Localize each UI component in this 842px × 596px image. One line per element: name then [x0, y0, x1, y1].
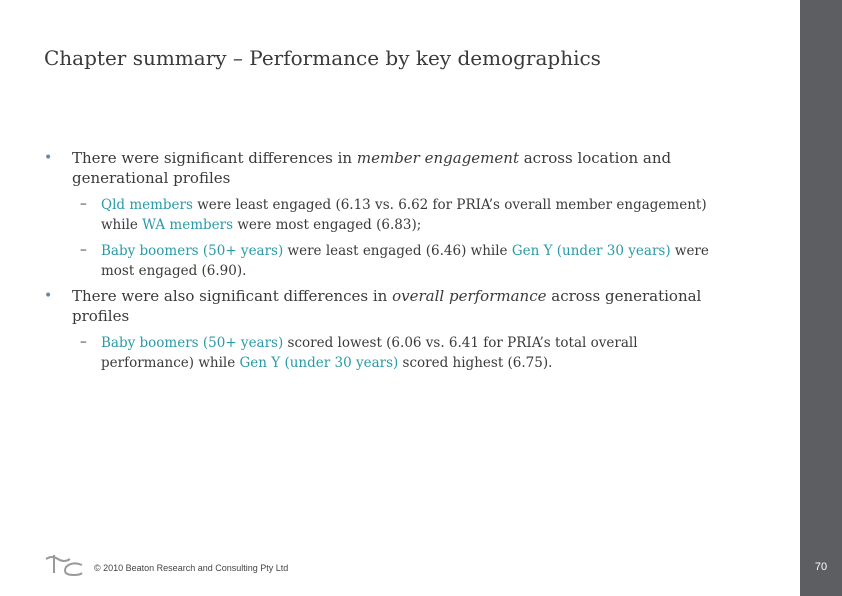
sub-bullet-marker: – [80, 334, 87, 350]
bullet-text: There were significant differences in member engagement across location and generational profiles [72, 149, 672, 187]
bullet-text: There were also significant differences in overall performance across generational profiles [72, 287, 702, 325]
page-number: 70 [814, 561, 828, 573]
copyright-footer: © 2010 Beaton Research and Consulting Pty Ltd [94, 563, 289, 573]
bullet-marker: • [44, 288, 53, 304]
sub-bullet-marker: – [80, 242, 87, 258]
slide-title: Chapter summary – Performance by key demographics [44, 46, 601, 70]
sub-bullet-text: Baby boomers (50+ years) scored lowest (6.06 vs. 6.41 for PRIA’s total overall performance) while Gen Y (under 30 years) scored highest (6.75). [101, 335, 638, 371]
sub-bullet-marker: – [80, 196, 87, 212]
sub-bullet-text: Baby boomers (50+ years) were least engaged (6.46) while Gen Y (under 30 years) were most engaged (6.90). [101, 243, 709, 279]
right-sidebar-bar [800, 0, 842, 596]
sub-bullet-text: Qld members were least engaged (6.13 vs. 6.62 for PRIA’s overall member engagement) while WA members were most engaged (6.83); [101, 197, 707, 233]
beaton-logo-icon [44, 553, 84, 583]
bullet-marker: • [44, 150, 53, 166]
